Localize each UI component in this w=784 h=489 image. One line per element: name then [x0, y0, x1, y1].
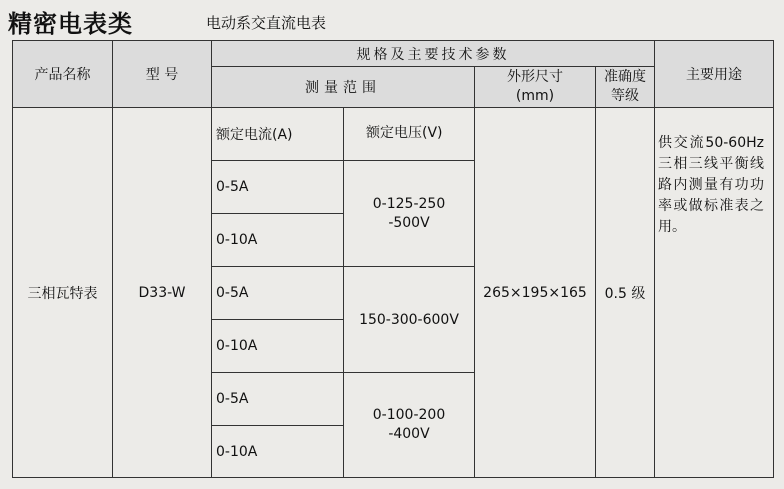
cell-current: 0-10A	[216, 338, 258, 354]
table-divider	[211, 372, 475, 373]
header-dimensions: 外形尺寸 (mm)	[475, 67, 595, 107]
cell-purpose: 供交流50-60Hz 三相三线平衡线路内测量有功功率或做标准表之用。	[658, 135, 764, 235]
cell-dimensions: 265×195×165	[483, 284, 587, 301]
cell-current: 0-10A	[216, 232, 258, 248]
header-range-group: 测量范围	[212, 67, 474, 107]
header-spec-group: 规格及主要技术参数	[212, 41, 654, 66]
cell-accuracy: 0.5 级	[604, 285, 646, 302]
page-title: 精密电表类	[8, 10, 133, 38]
table-divider	[343, 108, 344, 477]
subheader-current: 额定电流(A)	[216, 127, 293, 143]
table-divider	[211, 425, 344, 426]
header-purpose: 主要用途	[655, 41, 773, 107]
table-divider	[474, 67, 475, 477]
table-divider	[211, 319, 344, 320]
subheader-voltage: 额定电压(V)	[366, 125, 443, 141]
page-subtitle: 电动系交直流电表	[206, 14, 327, 32]
header-product-name: 产品名称	[13, 41, 112, 107]
cell-voltage: 0-125-250 -500V	[372, 195, 446, 231]
table-divider	[211, 266, 475, 267]
header-model: 型 号	[113, 41, 211, 107]
cell-current: 0-5A	[216, 179, 249, 195]
table-divider	[211, 213, 344, 214]
cell-model: D33-W	[138, 284, 186, 301]
cell-product-name: 三相瓦特表	[27, 285, 98, 302]
cell-current: 0-5A	[216, 391, 249, 407]
spec-table	[12, 40, 774, 478]
table-divider	[211, 160, 475, 161]
cell-current: 0-10A	[216, 443, 258, 460]
header-accuracy: 准确度 等级	[596, 67, 654, 107]
cell-current: 0-5A	[216, 285, 249, 301]
table-divider	[211, 66, 655, 67]
table-divider	[13, 107, 773, 108]
cell-voltage: 0-100-200 -400V	[372, 407, 446, 442]
cell-voltage: 150-300-600V	[359, 311, 459, 328]
table-divider	[595, 67, 596, 477]
